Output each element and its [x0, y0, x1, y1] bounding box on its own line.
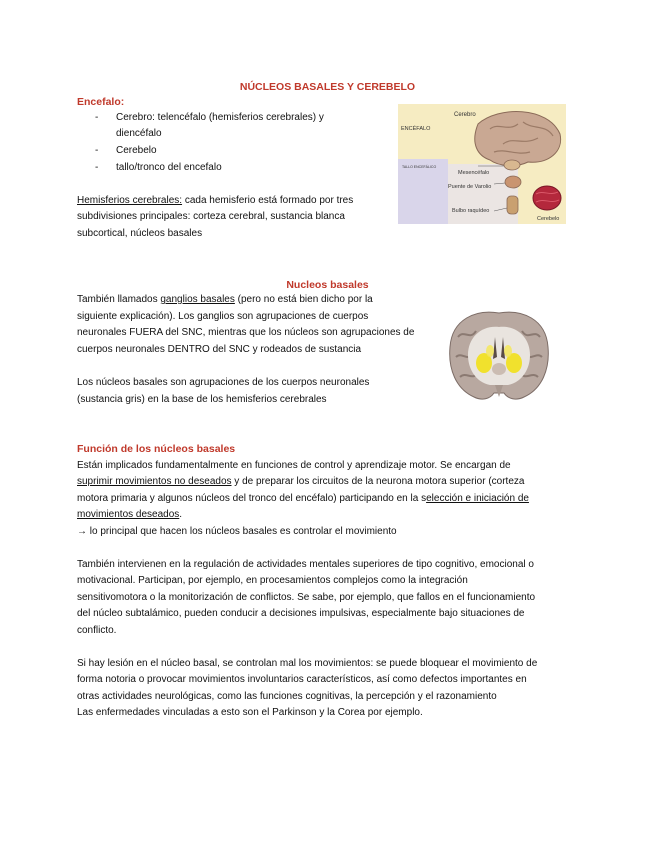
- funcion-p1-line-3: [77, 493, 529, 505]
- label-tallo: TALLO ENCEFÁLICO: [402, 165, 437, 169]
- hemisferios-line-2: subdivisiones principales: corteza cerebral, sustancia blanca: [77, 211, 345, 222]
- label-cerebelo: Cerebelo: [537, 216, 560, 222]
- suprimir-term: suprimir movimientos no deseados: [77, 476, 232, 487]
- list-item-text: Cerebelo: [116, 145, 157, 156]
- ganglios-term: ganglios basales: [160, 294, 235, 305]
- label-bulbo: Bulbo raquídeo: [452, 208, 490, 214]
- text-span: (pero no está bien dicho por la: [234, 294, 373, 305]
- funcion-p2-line-2: motivacional. Participan, por ejemplo, en procesamientos complejos como la integración: [77, 575, 468, 586]
- list-item-text: tallo/tronco del encefalo: [116, 162, 222, 173]
- coronal-section-image: [446, 307, 552, 407]
- nucleos-p2-line-2: (sustancia gris) en la base de los hemisferios cerebrales: [77, 394, 327, 405]
- text-span: También llamados: [77, 294, 161, 305]
- funcion-heading: Función de los núcleos basales: [77, 443, 236, 455]
- hemisferios-line-1: [77, 195, 353, 207]
- list-dash: -: [95, 145, 99, 156]
- page-title: NÚCLEOS BASALES Y CEREBELO: [239, 81, 416, 93]
- label-encefalo: ENCÉFALO: [401, 126, 431, 132]
- text-span: motora primaria y algunos núcleos del tronco del encéfalo) participando en la s: [77, 493, 427, 504]
- nucleos-p2-line-1: Los núcleos basales son agrupaciones de los cuerpos neuronales: [77, 377, 370, 388]
- nucleos-line-1: [77, 294, 373, 306]
- funcion-p1-line-1: Están implicados fundamentalmente en funciones de control y aprendizaje motor. Se encargan de: [77, 460, 511, 471]
- funcion-p3-line-4: Las enfermedades vinculadas a esto son el Parkinson y la Corea por ejemplo.: [77, 707, 423, 718]
- movimientos-term: movimientos deseados: [77, 509, 180, 520]
- funcion-p1-line-5: → lo principal que hacen los núcleos basales es controlar el movimiento: [77, 526, 397, 537]
- hemisferios-term: Hemisferios cerebrales:: [77, 195, 183, 206]
- funcion-p1-line-4: [77, 509, 182, 521]
- funcion-p3-line-1: Si hay lesión en el núcleo basal, se controlan mal los movimientos: se puede bloquear el movimiento de: [77, 658, 538, 669]
- label-mesencefalo: Mesencéfalo: [458, 170, 490, 176]
- label-cerebro: Cerebro: [454, 112, 476, 118]
- encefalo-heading: Encefalo:: [77, 96, 125, 108]
- funcion-p2-line-4: del núcleo subtalámico, pueden conducir a decisiones impulsivas, especialmente bajo situaciones de: [77, 608, 525, 619]
- funcion-p3-line-2: forma notoria o provocar movimientos involuntarios característicos, así como defectos importantes en: [77, 674, 527, 685]
- seleccion-term: elección e iniciación de: [426, 493, 529, 504]
- funcion-p2-line-5: conflicto.: [77, 625, 117, 636]
- nucleos-line-2: siguiente explicación). Los ganglios son agrupaciones de cuerpos: [77, 311, 369, 322]
- funcion-p2-line-3: sensitivomotora o la monitorización de conflictos. Se sabe, por ejemplo, que fallos en el funcionamiento: [77, 592, 536, 603]
- list-dash: -: [95, 112, 99, 123]
- nucleos-line-3: neuronales FUERA del SNC, mientras que los núcleos son agrupaciones de: [77, 327, 415, 338]
- funcion-p1-line-2: [77, 476, 524, 488]
- funcion-p3-line-3: otras actividades neurológicas, como las funciones cognitivas, la percepción y el razonamiento: [77, 691, 497, 702]
- hemisferios-line-3: subcortical, núcleos basales: [77, 228, 203, 239]
- text-span: .: [179, 509, 183, 520]
- text-span: y de preparar los circuitos de la neurona motora superior (corteza: [231, 476, 525, 487]
- label-puente: Puente de Varolio: [448, 184, 492, 190]
- nucleos-heading: Nucleos basales: [286, 279, 369, 291]
- list-item-text: diencéfalo: [116, 128, 162, 139]
- hemisferios-rest: cada hemisferio está formado por tres: [182, 195, 354, 206]
- list-item-text: Cerebro: telencéfalo (hemisferios cerebrales) y: [116, 112, 324, 123]
- funcion-p2-line-1: También intervienen en la regulación de actividades mentales superiores de tipo cognitivo, emocional o: [77, 559, 534, 570]
- list-dash: -: [95, 162, 99, 173]
- nucleos-line-4: cuerpos neuronales DENTRO del SNC y rodeados de sustancia: [77, 344, 362, 355]
- brain-diagram: [398, 104, 566, 224]
